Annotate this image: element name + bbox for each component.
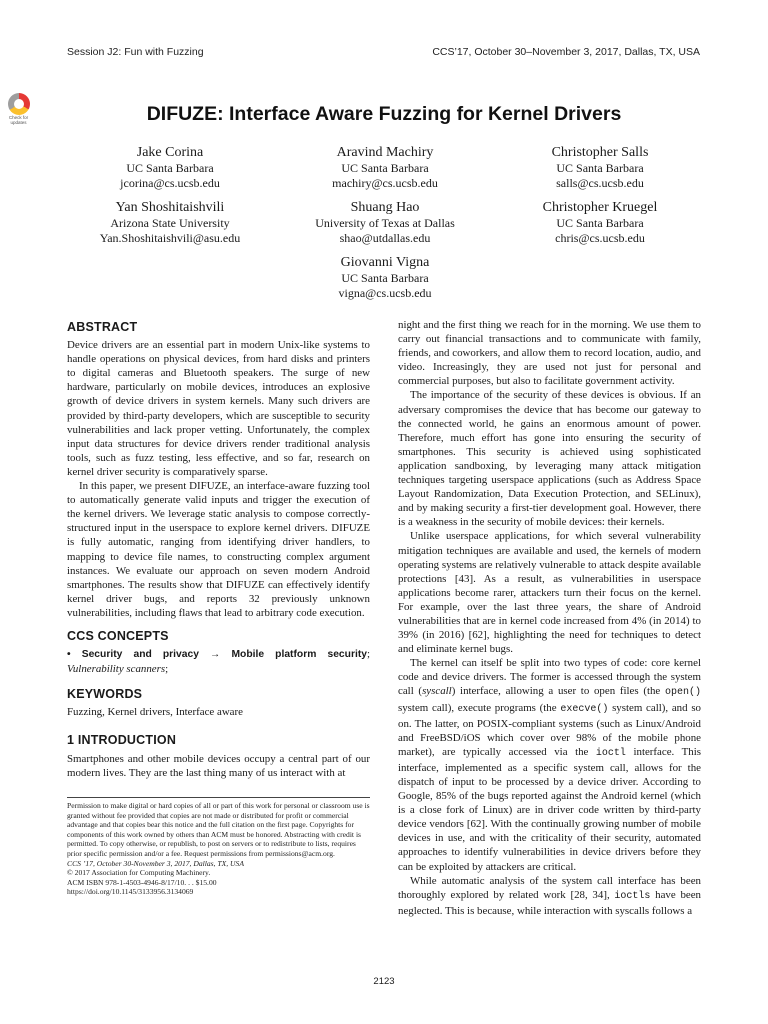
intro-paragraph-continued: night and the first thing we reach for in the morning. We use them to carry out financial transactions and to communicate with family, friends, and coworkers, and allow them to record location, audio, and video. Increasingly, they are used not just for personal and commercial purposes, but also to facilitate government activity.: [398, 319, 701, 388]
author-card: [65, 144, 275, 191]
author-affiliation: UC Santa Barbara: [556, 216, 644, 230]
intro-paragraph-2: The importance of the security of these devices is obvious. If an adversary compromises the device that has become our gateway to the connected world, he gains an enormous amount of power. Therefore, much effort has gone into ensuring the security of smartphones. This security is achieved using sophisticated application sandboxing, by leveraging many attack mitigation techniques targeting userspace applications (such as Address Space Layout Randomization, Data Execution Protection, and SELinux), and by making security a first-tier development goal. However, there is a weakness in the security of mobile devices: their kernels.: [398, 389, 701, 529]
author-affiliation: University of Texas at Dallas: [315, 216, 455, 230]
paper-title: DIFUZE: Interface Aware Fuzzing for Kernel Drivers: [146, 103, 622, 125]
intro-paragraph-4: The kernel can itself be split into two types of code: core kernel code and device drivers. The former is accessed through the system call (syscall) interface, allowing a user to open files (the open() system call), execute programs (the execve() system call), and so on. The latter, on POSIX-compliant systems (such as Linux/Android and FreeBSD/iOS which cover over 98% of the mobile phone market), are typically accessed via the ioctl interface. This interface, implemented as a specific system call, allows for the dispatch of input to be processed by a device driver. According to Google, 85% of the bugs reported against the Android kernel (which is a close fork of Linux) are in driver code written by third-party device vendors [62]. With the continually growing number of mobile devices in use, and with the criticality of their security, automated approaches to identify vulnerabilities in device drivers before they can be exploited by attackers are critical.: [398, 657, 701, 873]
author-card: [280, 144, 490, 191]
doi-link[interactable]: https://doi.org/10.1145/3133956.3134069: [67, 887, 194, 897]
intro-paragraph-5: While automatic analysis of the system call interface has been thoroughly explored by related work [28, 34], ioctls have been neglected. This is because, while interaction with syscalls follows a: [398, 874, 702, 917]
running-header-conference: CCS’17, October 30–November 3, 2017, Dallas, TX, USA: [432, 46, 700, 58]
author-name: Christopher Salls: [551, 145, 649, 160]
introduction-heading: 1 INTRODUCTION: [67, 733, 177, 748]
author-card: [65, 199, 275, 246]
right-column: [398, 318, 701, 918]
badge-text-line2: updates: [10, 120, 27, 125]
author-email[interactable]: salls@cs.ucsb.edu: [556, 176, 644, 190]
author-name: Christopher Kruegel: [542, 200, 658, 215]
ccs-concept-primary: • Security and privacy → Mobile platform security: [67, 649, 367, 661]
author-card: [495, 144, 705, 191]
author-card: [280, 254, 490, 301]
author-name: Giovanni Vigna: [340, 255, 430, 270]
ccs-concepts-text: • Security and privacy → Mobile platform security; Vulnerability scanners;: [67, 648, 370, 676]
author-name: Yan Shoshitaishvili: [115, 200, 225, 215]
code-execve: execve(): [560, 703, 609, 715]
code-ioctl: ioctl: [595, 747, 626, 759]
page-number: 2123: [373, 976, 395, 987]
ccs-concepts-heading: CCS CONCEPTS: [67, 628, 169, 643]
author-card: [280, 199, 490, 246]
author-card: [495, 199, 705, 246]
author-email[interactable]: vigna@cs.ucsb.edu: [338, 286, 432, 300]
author-block: [65, 144, 705, 309]
copyright-footnote: [67, 797, 370, 897]
author-affiliation: UC Santa Barbara: [556, 161, 644, 175]
code-open: open(): [664, 687, 701, 699]
author-name: Shuang Hao: [350, 200, 420, 215]
abstract-heading: ABSTRACT: [67, 320, 138, 334]
author-name: Aravind Machiry: [336, 145, 434, 160]
ccs-concept-secondary: Vulnerability scanners: [67, 663, 166, 676]
copyright-line: © 2017 Association for Computing Machinery.: [67, 868, 211, 878]
author-email[interactable]: Yan.Shoshitaishvili@asu.edu: [99, 231, 241, 245]
author-affiliation: Arizona State University: [110, 216, 230, 230]
author-name: Jake Corina: [136, 145, 204, 160]
keywords-heading: KEYWORDS: [67, 687, 143, 702]
introduction-paragraph-1: Smartphones and other mobile devices occupy a central part of our modern lives. They are the last thing many of us interact with at: [67, 752, 370, 779]
author-affiliation: UC Santa Barbara: [126, 161, 214, 175]
author-affiliation: UC Santa Barbara: [341, 161, 429, 175]
intro-paragraph-3: Unlike userspace applications, for which several vulnerability mitigation techniques are available and used, the kernels of modern operating systems are relatively vulnerable to attack despite available protections [43]. As a result, as vulnerabilities in userspace applications become rarer, attackers turn their focus on the kernel. For example, over the last three years, the share of Android vulnerabilities that are in kernel code increased from 4% (in 2014) to 39% (in 2016) [62], highlighting the need for techniques to detect and eliminate kernel bugs.: [398, 530, 701, 656]
abstract-paragraph-1: Device drivers are an essential part in modern Unix-like systems to handle operations on physical devices, from hard disks and printers to digital cameras and Bluetooth speakers. The surge of new hardware, particularly on mobile devices, introduces an explosive growth of device drivers in system kernels. Many such drivers are provided by third-party developers, which are susceptible to security vulnerabilities and lack proper vetting. Unfortunately, the complex input data structures for device drivers render traditional analysis tools, such as fuzz testing, less effective, and so far, research on kernel driver security is comparatively sparse.: [67, 339, 370, 478]
permission-notice: Permission to make digital or hard copies of all or part of this work for personal or classroom use is granted without fee provided that copies are not made or distributed for profit or commercial advantage and that copies bear this notice and the full citation on the first page. Copyrights for components of this work owned by others than ACM must be honored. Abstracting with credit is permitted. To copy otherwise, or republish, to post on servers or to redistribute to lists, requires prior specific permission and/or a fee. Request permissions from permissions@acm.org.: [67, 801, 370, 858]
author-email[interactable]: chris@cs.ucsb.edu: [555, 231, 645, 245]
running-header-session: Session J2: Fun with Fuzzing: [67, 46, 204, 58]
syscall-term: syscall: [422, 685, 452, 698]
left-column: [67, 318, 370, 780]
abstract-paragraph-2: In this paper, we present DIFUZE, an interface-aware fuzzing tool to automatically generate valid inputs and trigger the execution of the kernel drivers. We leverage static analysis to compose correctly-structured input in the userspace to explore kernel drivers. DIFUZE is fully automatic, ranging from identifying driver handlers, to mapping to device file names, to constructing complex argument instances. We evaluate our approach on seven modern Android smartphones. The results show that DIFUZE can effectively identify kernel driver bugs, and reports 32 previously unknown vulnerabilities, including flaws that lead to arbitrary code execution.: [67, 480, 370, 619]
author-email[interactable]: jcorina@cs.ucsb.edu: [120, 176, 220, 190]
badge-text-line1: Check for: [8, 115, 29, 120]
conference-info: CCS ’17, October 30-November 3, 2017, Dallas, TX, USA: [67, 858, 244, 868]
code-ioctls: ioctls: [614, 890, 651, 902]
author-affiliation: UC Santa Barbara: [341, 271, 429, 285]
keywords-text: Fuzzing, Kernel drivers, Interface aware: [67, 706, 243, 719]
author-email[interactable]: shao@utdallas.edu: [339, 231, 431, 245]
author-email[interactable]: machiry@cs.ucsb.edu: [332, 176, 438, 190]
isbn-line: ACM ISBN 978-1-4503-4946-8/17/10. . . $15.00: [67, 877, 217, 887]
